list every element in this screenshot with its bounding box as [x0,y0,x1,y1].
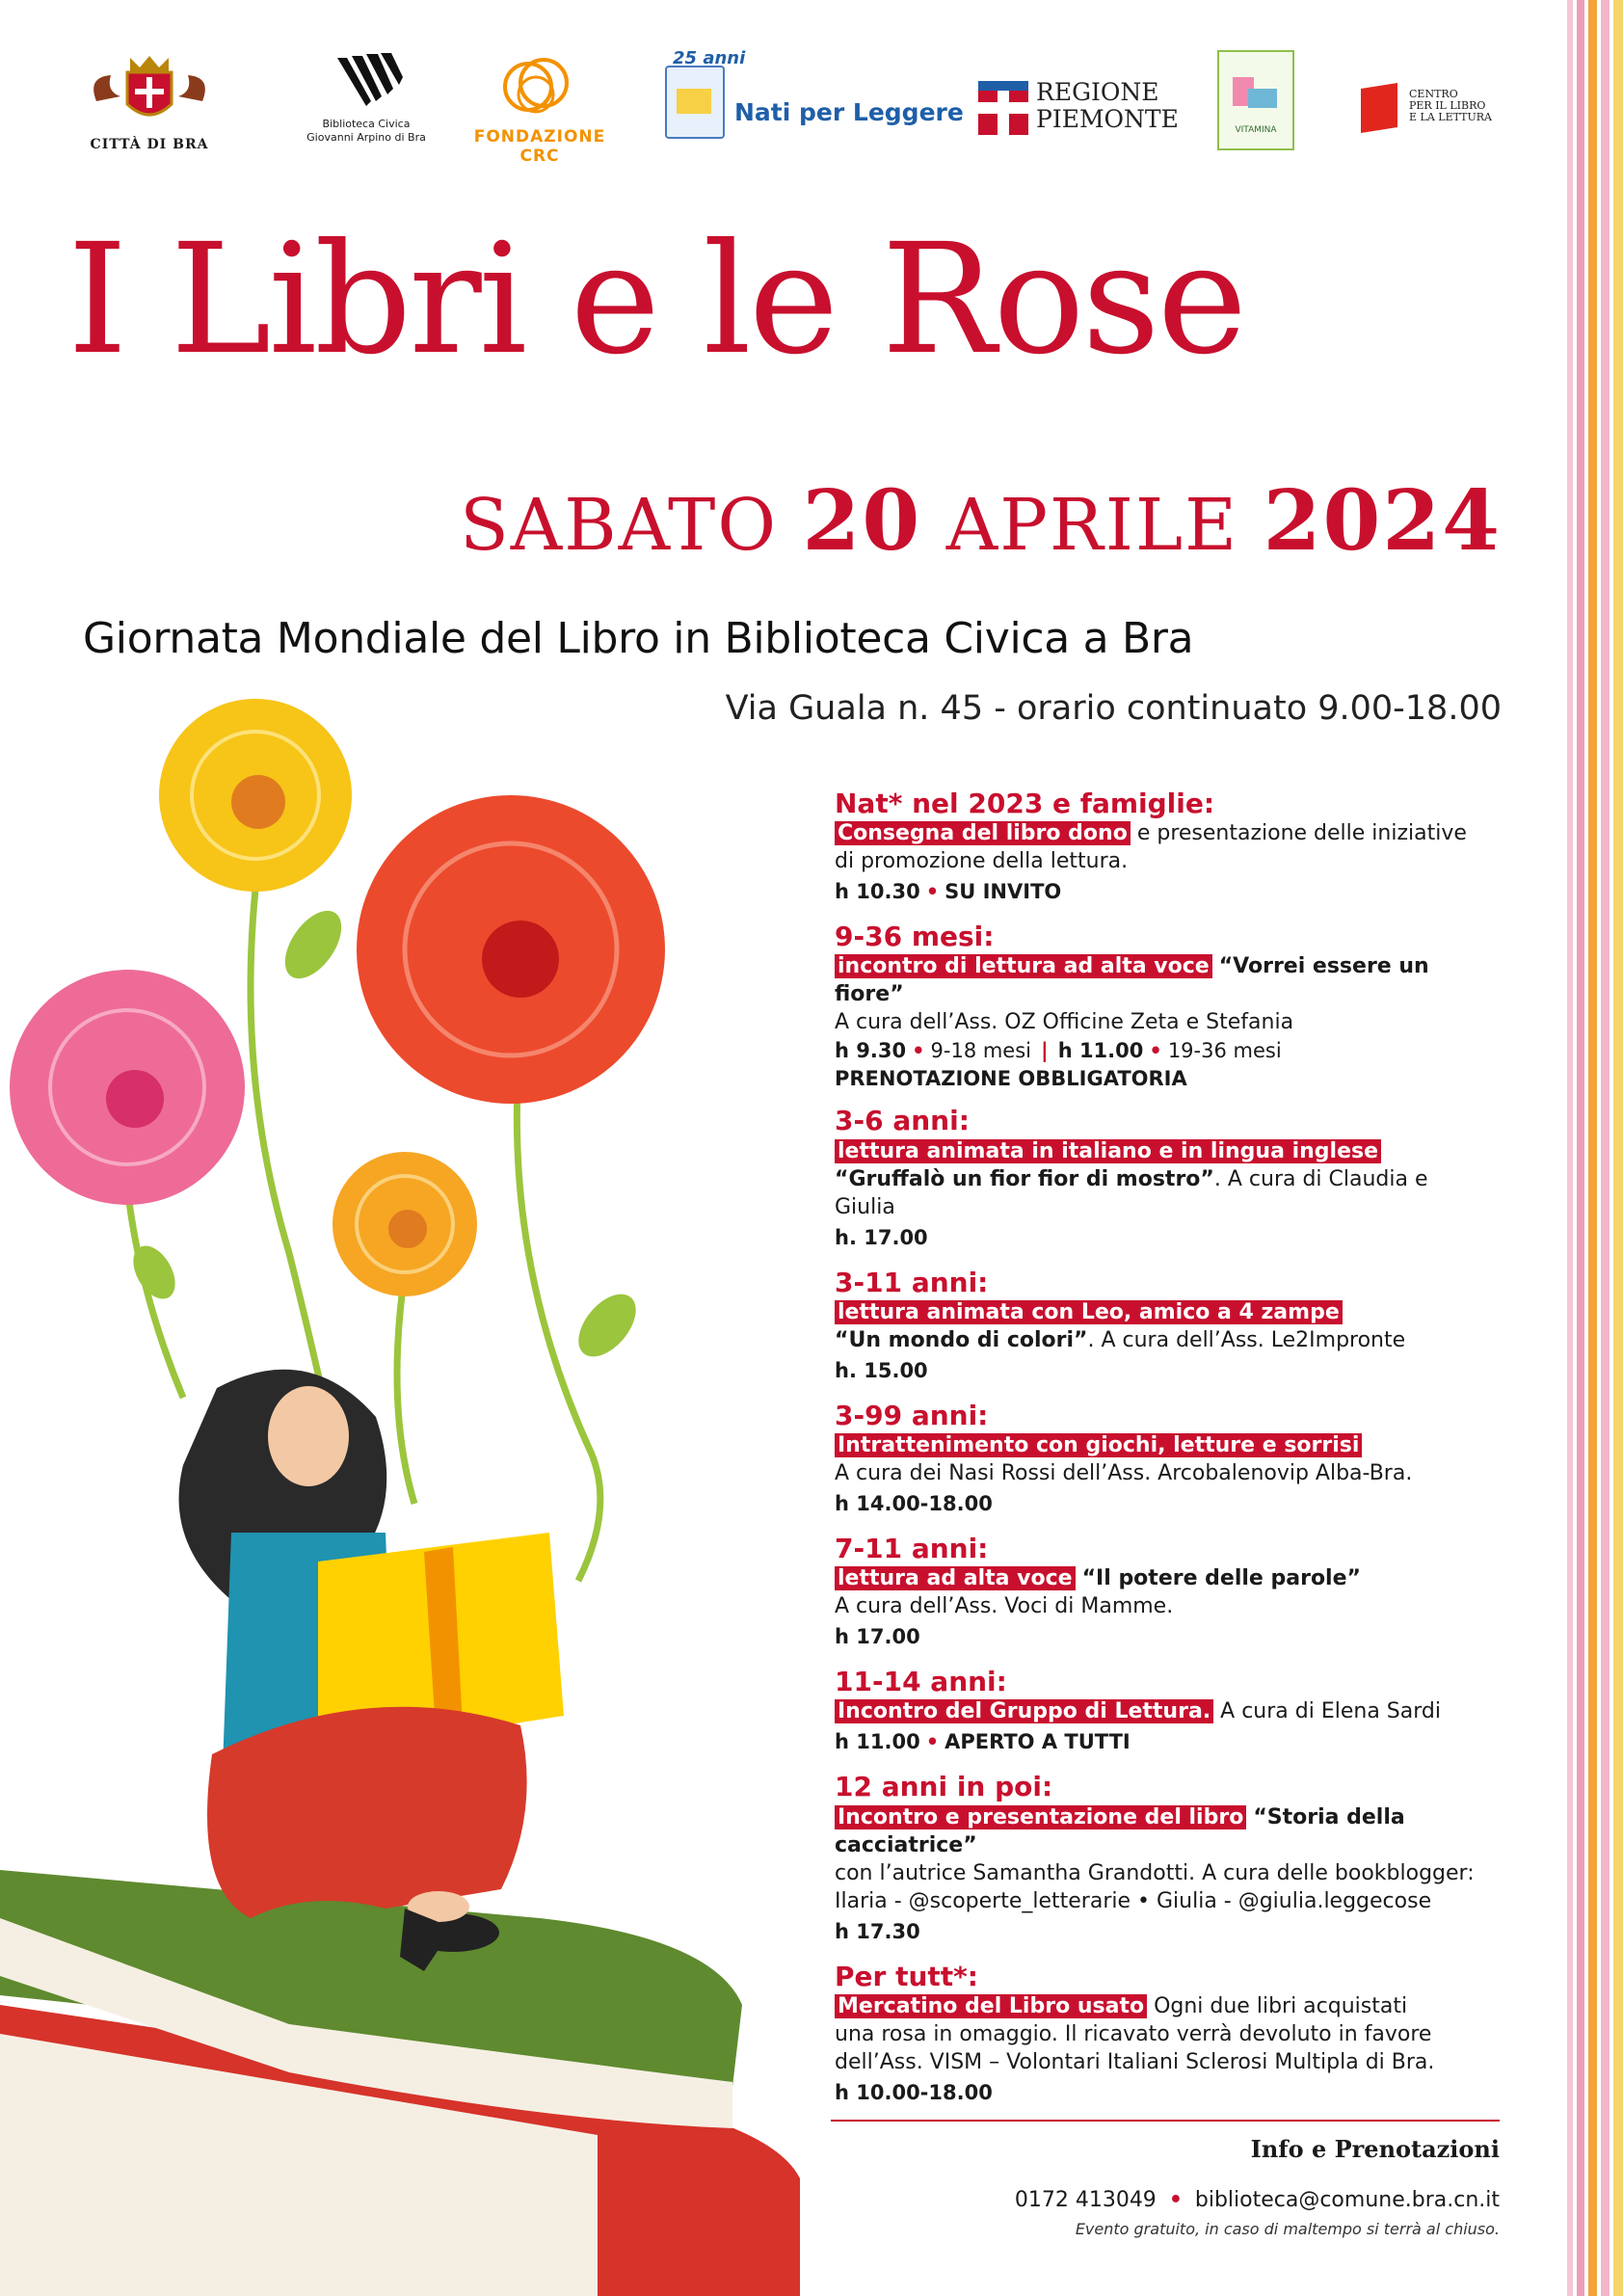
event-item [835,1667,1490,1758]
logo-caption: CENTRO [1409,88,1458,100]
logo-badge: 25 anni [673,48,746,68]
event-text: e presentazione delle iniziative [1130,821,1467,846]
event-text: A cura dell’Ass. Voci di Mamme. [835,1594,1174,1619]
contact-line [831,2188,1500,2212]
info-heading: Info e Prenotazioni [1250,2135,1500,2163]
event-text: A cura dell’Ass. OZ Officine Zeta e Stefania [835,1010,1294,1035]
event-time: h 10.30 [835,880,920,904]
event-highlight: Incontro del Gruppo di Lettura. [835,1699,1213,1723]
event-highlight: lettura animata con Leo, amico a 4 zampe [835,1300,1343,1324]
date-day: SABATO [460,484,779,567]
event-time: h 17.00 [835,1625,920,1649]
bullet-icon: • [925,880,940,904]
logo-caption: Giovanni Arpino di Bra [306,131,426,144]
event-time: h 17.30 [835,1919,920,1943]
decorative-stripes [1567,0,1623,2296]
logo-nati-per-leggere [665,48,964,164]
book-red-icon [1359,83,1401,133]
event-age-title: 11-14 anni: [835,1666,1007,1698]
shield-icon [978,81,1028,135]
event-note: Evento gratuito, in caso di maltempo si terrà al chiuso. [1075,2220,1500,2238]
event-age-title: 3-6 anni: [835,1105,970,1137]
event-text: con l’autrice Samantha Grandotti. A cura delle bookblogger: [835,1860,1475,1885]
event-text: A cura di Elena Sardi [1213,1699,1441,1724]
event-book-title: “Storia della cacciatrice” [835,1804,1405,1857]
event-text: . A cura dell’Ass. Le2Impronte [1087,1327,1406,1352]
event-age-title: Per tutt*: [835,1960,978,1992]
sponsor-logos [77,48,1513,164]
event-time: h 10.00-18.00 [835,2080,993,2104]
event-text: dell’Ass. VISM – Volontari Italiani Sclerosi Multipla di Bra. [835,2049,1435,2074]
stripe [1588,0,1597,2296]
event-item [835,1772,1490,1947]
event-highlight: Incontro e presentazione del libro [835,1805,1246,1829]
logo-caption: PER IL LIBRO [1409,99,1486,112]
logo-centro-libro-lettura [1359,48,1513,164]
event-date [460,472,1502,570]
logo-caption: PIEMONTE [1036,105,1179,133]
yellow-rose-icon [159,699,352,892]
logo-caption: E LA LETTURA [1409,111,1492,123]
logo-caption: FONDAZIONE CRC [473,127,606,166]
event-age-title: 9-36 mesi: [835,921,995,953]
date-number: 20 [802,472,922,570]
separator: | [1041,1039,1049,1063]
logo-caption: VITAMINA [1235,125,1277,135]
logo-caption: REGIONE [1036,78,1159,106]
event-time: h 14.00-18.00 [835,1491,993,1515]
reading-girl-icon [179,1370,564,1971]
event-text: . A cura di Claudia e Giulia [835,1166,1428,1219]
bullet-icon: • [1149,1039,1162,1063]
red-rose-icon [357,795,665,1104]
logo-biblioteca-civica [299,48,434,164]
event-booking-note: PRENOTAZIONE OBBLIGATORIA [835,1067,1187,1091]
event-book-title: “Un mondo di colori” [835,1327,1088,1352]
event-time: h. 15.00 [835,1358,928,1382]
phone-number: 0172 413049 [1014,2188,1157,2212]
date-month: APRILE [945,484,1239,567]
venue-address: Via Guala n. 45 - orario continuato 9.00-18.00 [725,689,1502,728]
event-highlight: incontro di lettura ad alta voce [835,954,1212,978]
rings-icon [463,48,617,120]
event-item [835,1401,1490,1520]
event-item [835,788,1490,908]
event-time-note: 9-18 mesi [930,1039,1032,1063]
book-stripes-icon [299,48,434,116]
flower-stem [517,1041,599,1581]
event-highlight: lettura ad alta voce [835,1566,1076,1590]
event-time-note: APERTO A TUTTI [945,1730,1131,1754]
event-item [835,1106,1490,1253]
coat-of-arms-icon [77,48,222,135]
leaf-icon [124,1239,183,1306]
pink-rose-icon [10,970,245,1205]
event-time-note: 19-36 mesi [1167,1039,1282,1063]
poster-subtitle: Giornata Mondiale del Libro in Biblioteca Civica a Bra [83,614,1194,663]
event-highlight: lettura animata in italiano e in lingua inglese [835,1139,1381,1163]
date-year: 2024 [1263,472,1502,570]
event-text: una rosa in omaggio. Il ricavato verrà devoluto in favore [835,2021,1432,2046]
events-list [835,788,1490,2122]
event-age-title: 7-11 anni: [835,1532,989,1564]
event-item [835,1534,1490,1653]
stripe [1567,0,1573,2296]
logo-caption: CITTÀ DI BRA [90,137,209,152]
event-time: h 9.30 [835,1039,907,1063]
poster-title: I Libri e le Rose [67,211,1245,388]
event-highlight: Consegna del libro dono [835,821,1131,845]
event-age-title: 3-11 anni: [835,1266,989,1298]
event-item [835,1962,1490,2109]
child-book-icon [665,66,725,139]
logo-citta-di-bra [77,48,222,164]
event-item [835,921,1490,1092]
event-item [835,1268,1490,1387]
event-text: di promozione della lettura. [835,849,1129,874]
logo-vitamina [1217,48,1294,164]
email-link[interactable]: biblioteca@comune.bra.cn.it [1194,2188,1500,2212]
stripe [1577,0,1584,2296]
reading-girl-illustration [0,694,810,2296]
event-book-title: “Il potere delle parole” [1081,1566,1361,1591]
logo-caption: Biblioteca Civica [322,118,411,130]
event-age-title: 12 anni in poi: [835,1771,1053,1803]
event-highlight: Mercatino del Libro usato [835,1994,1147,2018]
event-time-note: SU INVITO [945,880,1062,904]
leaf-icon [568,1284,648,1368]
event-text: Ilaria - @scoperte_letterarie • Giulia - @giulia.leggecose [835,1888,1432,1913]
stripe [1613,0,1623,2296]
info-footer [831,2120,1500,2238]
logo-regione-piemonte [978,48,1179,164]
bullet-icon: • [925,1730,940,1754]
bullet-icon: • [912,1039,925,1063]
event-book-title: “Gruffalò un fior fior di mostro” [835,1166,1214,1191]
vitamina-icon [1217,50,1294,150]
book-stack-icon [0,1870,800,2296]
event-highlight: Intrattenimento con giochi, letture e sorrisi [835,1433,1362,1457]
stripe [1601,0,1610,2296]
event-time: h 11.00 [835,1730,920,1754]
leaf-icon [274,901,353,989]
event-book-title: “Vorrei essere un fiore” [835,954,1429,1007]
flower-stem [397,1272,414,1504]
event-text: Ogni due libri acquistati [1147,1993,1408,2018]
event-text: A cura dei Nasi Rossi dell’Ass. Arcobalenovip Alba-Bra. [835,1460,1413,1485]
event-time: h. 17.00 [835,1225,928,1249]
logo-fondazione-crc [463,48,617,164]
orange-rose-icon [333,1152,477,1296]
bullet-icon: • [1168,2188,1183,2212]
event-age-title: Nat* nel 2023 e famiglie: [835,788,1215,819]
event-age-title: 3-99 anni: [835,1399,989,1431]
logo-caption: Nati per Leggere [734,98,964,126]
event-time: h 11.00 [1057,1039,1144,1063]
